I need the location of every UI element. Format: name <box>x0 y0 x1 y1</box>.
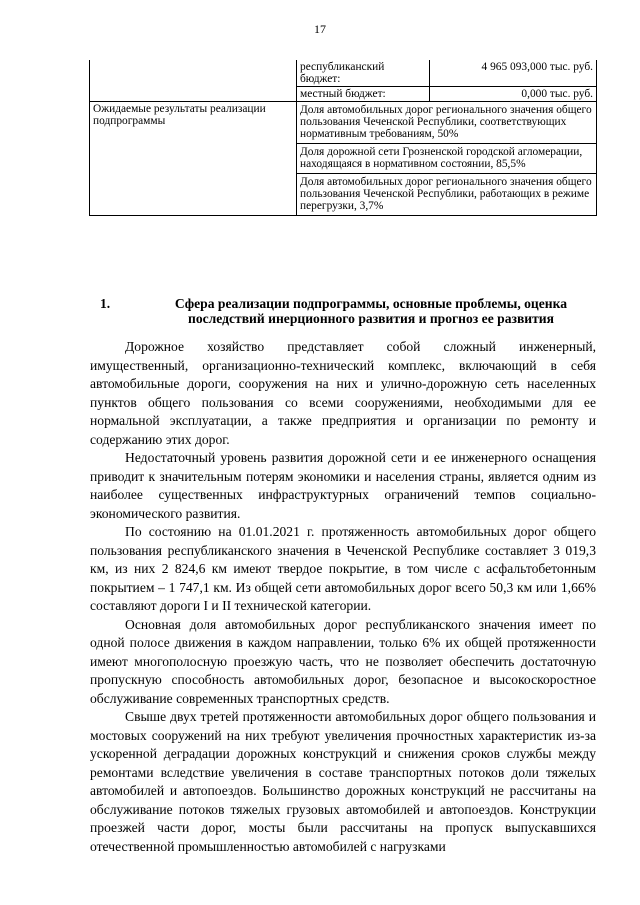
paragraph: Недостаточный уровень развития дорожной сети и ее инженерного оснащения приводит к значительным потерям экономики и населения страны, является одним из наиболее существенных инфраструктурных ограничений темпов социально-экономического развития. <box>90 450 596 521</box>
section-number: 1. <box>100 296 111 311</box>
budget-value: 4 965 093,000 тыс. руб. <box>481 61 593 73</box>
results-label: Ожидаемые результаты реализации подпрограммы <box>90 102 297 216</box>
section-heading <box>100 296 600 326</box>
result-item: Доля автомобильных дорог регионального значения общего пользования Чеченской Республики, соответствующих нормативным требованиям, 50% <box>297 102 596 144</box>
budget-label-cell <box>90 60 297 102</box>
budget-row <box>297 60 596 87</box>
result-item: Доля автомобильных дорог регионального значения общего пользования Чеченской Республики, работающих в режиме перегрузки, 3,7% <box>300 176 592 212</box>
results-cell <box>297 102 597 216</box>
page-number: 17 <box>314 22 326 36</box>
paragraph: Дорожное хозяйство представляет собой сложный инженерный, имущественный, организационно-технический комплекс, включающий в себя автомобильные дороги, сооружения на них и улично-дорожную сеть населенных пунктов общего пользования со всеми сооружениями, необходимыми для ее нормальной эксплуатации, а также предприятия и организации по ремонту и содержанию этих дорог. <box>90 339 596 447</box>
budget-values-cell <box>297 60 597 102</box>
budget-name: местный бюджет: <box>297 87 430 101</box>
subprogram-passport-table <box>89 60 597 216</box>
table-row-results <box>90 102 597 216</box>
budget-value: 0,000 тыс. руб. <box>521 88 593 100</box>
paragraph: Свыше двух третей протяженности автомобильных дорог общего пользования и мостовых сооружений на них требуют увеличения прочностных характеристик из-за ускоренной деградации дорожных конструкций и снижения сроков службы между ремонтами вследствие увеличения в составе транспортных потоков доли тяжелых автомобилей и автопоездов. Большинство дорожных конструкций не рассчитаны на обслуживание потоков тяжелых грузовых автомобилей и автопоездов. Конструкции проезжей части дорог, мосты были рассчитаны на пропуск выпускавшихся отечественной промышленностью автомобилей с нагрузками <box>90 709 596 854</box>
result-item: Доля дорожной сети Грозненской городской агломерации, находящаяся в нормативном состоянии, 85,5% <box>297 144 596 174</box>
budget-row <box>297 87 596 101</box>
paragraph: По состоянию на 01.01.2021 г. протяженность автомобильных дорог общего пользования республиканского значения в Чеченской Республике составляет 3 019,3 км, из них 2 824,6 км имеют твердое покрытие, в том числе с асфальтобетонным покрытием – 1 747,1 км. Из общей сети автомобильных дорог всего 50,3 км или 1,66% составляют дороги I и II технической категории. <box>90 524 596 613</box>
paragraph: Основная доля автомобильных дорог республиканского значения имеет по одной полосе движения в каждом направлении, только 6% их общей протяженности имеют многополосную проезжую часть, что не позволяет обеспечить достаточную пропускную способность автомобильных дорог, безопасное и высокоскоростное обслуживание современных транспортных средств. <box>90 616 596 706</box>
body-text <box>90 338 596 856</box>
budget-name: республиканский бюджет: <box>297 60 430 86</box>
section-title: Сфера реализации подпрограммы, основные проблемы, оценка последствий инерционного развития и прогноз ее развития <box>174 296 568 326</box>
table-row-budget <box>90 60 597 102</box>
